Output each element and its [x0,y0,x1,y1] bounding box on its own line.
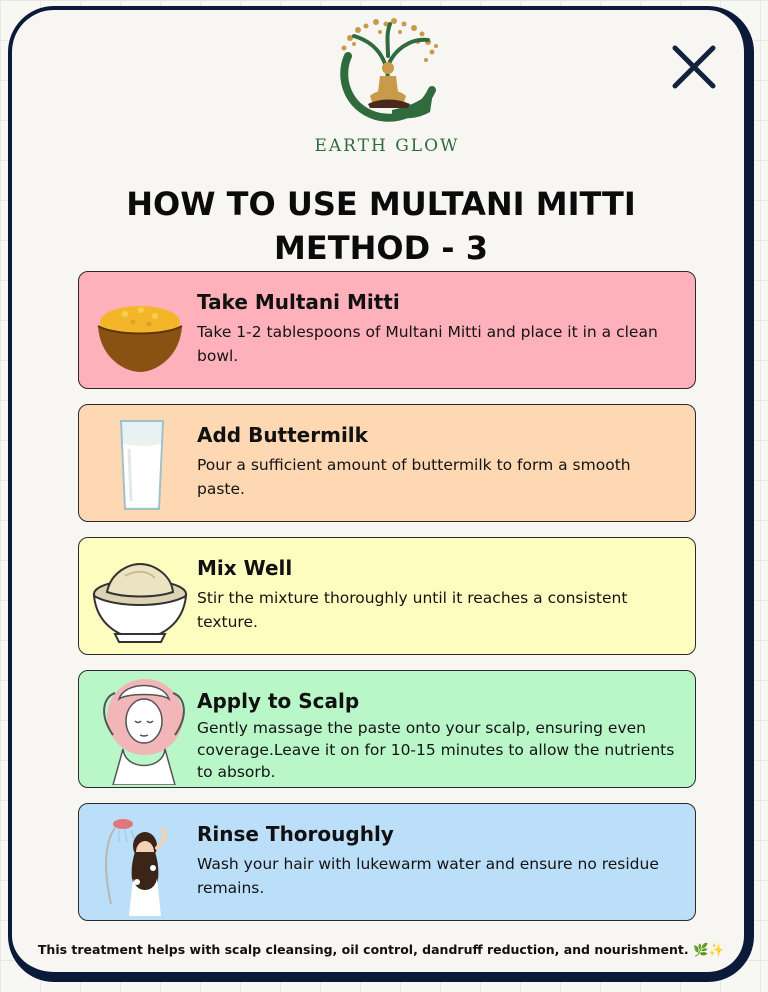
step-title: Mix Well [197,556,293,580]
step-description: Pour a sufficient amount of buttermilk to form a smooth paste. [197,456,631,498]
brand-name: EARTH GLOW [314,136,460,156]
step-card-take-multani-mitti [78,271,696,389]
page-title [12,182,750,270]
instruction-card [8,6,754,982]
step-card-apply-to-scalp [78,670,696,788]
step-title: Rinse Thoroughly [197,822,394,846]
clay-bowl-icon [85,276,195,386]
page-title-line-2: METHOD - 3 [274,229,488,267]
shower-rinse-icon [85,808,195,918]
footer-note: This treatment helps with scalp cleansing, oil control, dandruff reduction, and nourishment. 🌿✨ [37,942,725,957]
step-card-rinse-thoroughly [78,803,696,921]
step-title: Add Buttermilk [197,423,368,447]
scalp-massage-icon [85,675,195,785]
buttermilk-glass-icon [85,409,195,519]
step-card-add-buttermilk [78,404,696,522]
step-title: Take Multani Mitti [197,290,400,314]
close-icon[interactable] [667,40,721,94]
step-description: Wash your hair with lukewarm water and ensure no residue remains. [197,855,659,897]
paste-bowl-icon [85,542,195,652]
step-description: Stir the mixture thoroughly until it reaches a consistent texture. [197,589,628,631]
step-card-mix-well [78,537,696,655]
page-title-line-1: HOW TO USE MULTANI MITTI [126,185,636,223]
step-description: Take 1-2 tablespoons of Multani Mitti and place it in a clean bowl. [197,323,658,365]
step-title: Apply to Scalp [197,689,360,713]
step-description: Gently massage the paste onto your scalp, ensuring even coverage.Leave it on for 10-15 minutes to allow the nutrients to absorb. [197,719,675,781]
tree-meditation-logo-icon [330,16,446,124]
